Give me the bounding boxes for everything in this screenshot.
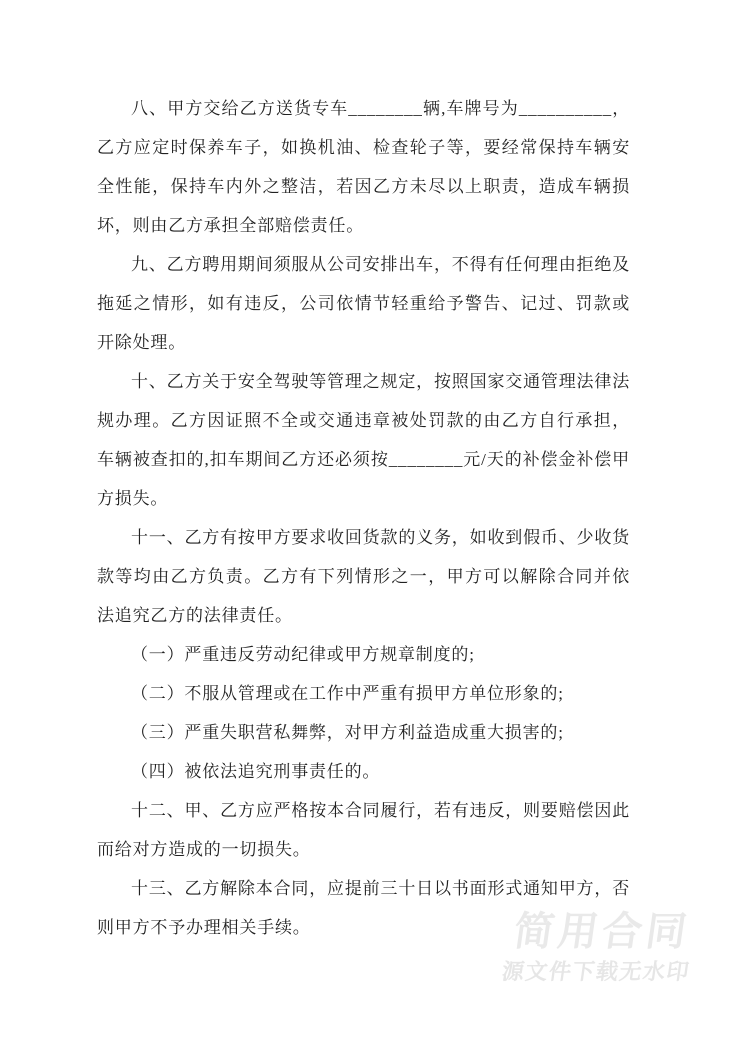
watermark-brand-text: 简用合同 xyxy=(510,910,694,954)
clause-10: 十、乙方关于安全驾驶等管理之规定，按照国家交通管理法律法规办理。乙方因证照不全或交通违章被处罚款的由乙方自行承担，车辆被查扣的,扣车期间乙方还必须按________元/天的补偿金补偿甲方损失。 xyxy=(97,372,630,508)
clause-13: 十三、乙方解除本合同，应提前三十日以书面形式通知甲方，否则甲方不予办理相关手续。 xyxy=(97,879,630,937)
watermark-subtitle-text: 源文件下载无水印 xyxy=(500,959,692,984)
clause-11-item-4: （四）被依法追究刑事责任的。 xyxy=(131,762,381,781)
clause-8: 八、甲方交给乙方送货专车________辆,车牌号为__________，乙方应定时保养车子，如换机油、检查轮子等，要经常保持车辆安全性能，保持车内外之整洁，若因乙方未尽以上职责，造成车辆损坏，则由乙方承担全部赔偿责任。 xyxy=(97,99,630,235)
clause-9: 九、乙方聘用期间须服从公司安排出车，不得有任何理由拒绝及拖延之情形，如有违反，公司依情节轻重给予警告、记过、罚款或开除处理。 xyxy=(97,255,630,352)
clause-11-item-2: （二）不服从管理或在工作中严重有损甲方单位形象的; xyxy=(131,684,564,703)
clause-11: 十一、乙方有按甲方要求收回货款的义务，如收到假币、少收货款等均由乙方负责。乙方有下列情形之一，甲方可以解除合同并依法追究乙方的法律责任。 xyxy=(97,528,630,625)
clause-11-item-3: （三）严重失职营私舞弊，对甲方利益造成重大损害的; xyxy=(131,723,564,742)
clause-12: 十二、甲、乙方应严格按本合同履行，若有违反，则要赔偿因此而给对方造成的一切损失。 xyxy=(97,801,630,859)
clause-11-item-1: （一）严重违反劳动纪律或甲方规章制度的; xyxy=(131,645,475,664)
